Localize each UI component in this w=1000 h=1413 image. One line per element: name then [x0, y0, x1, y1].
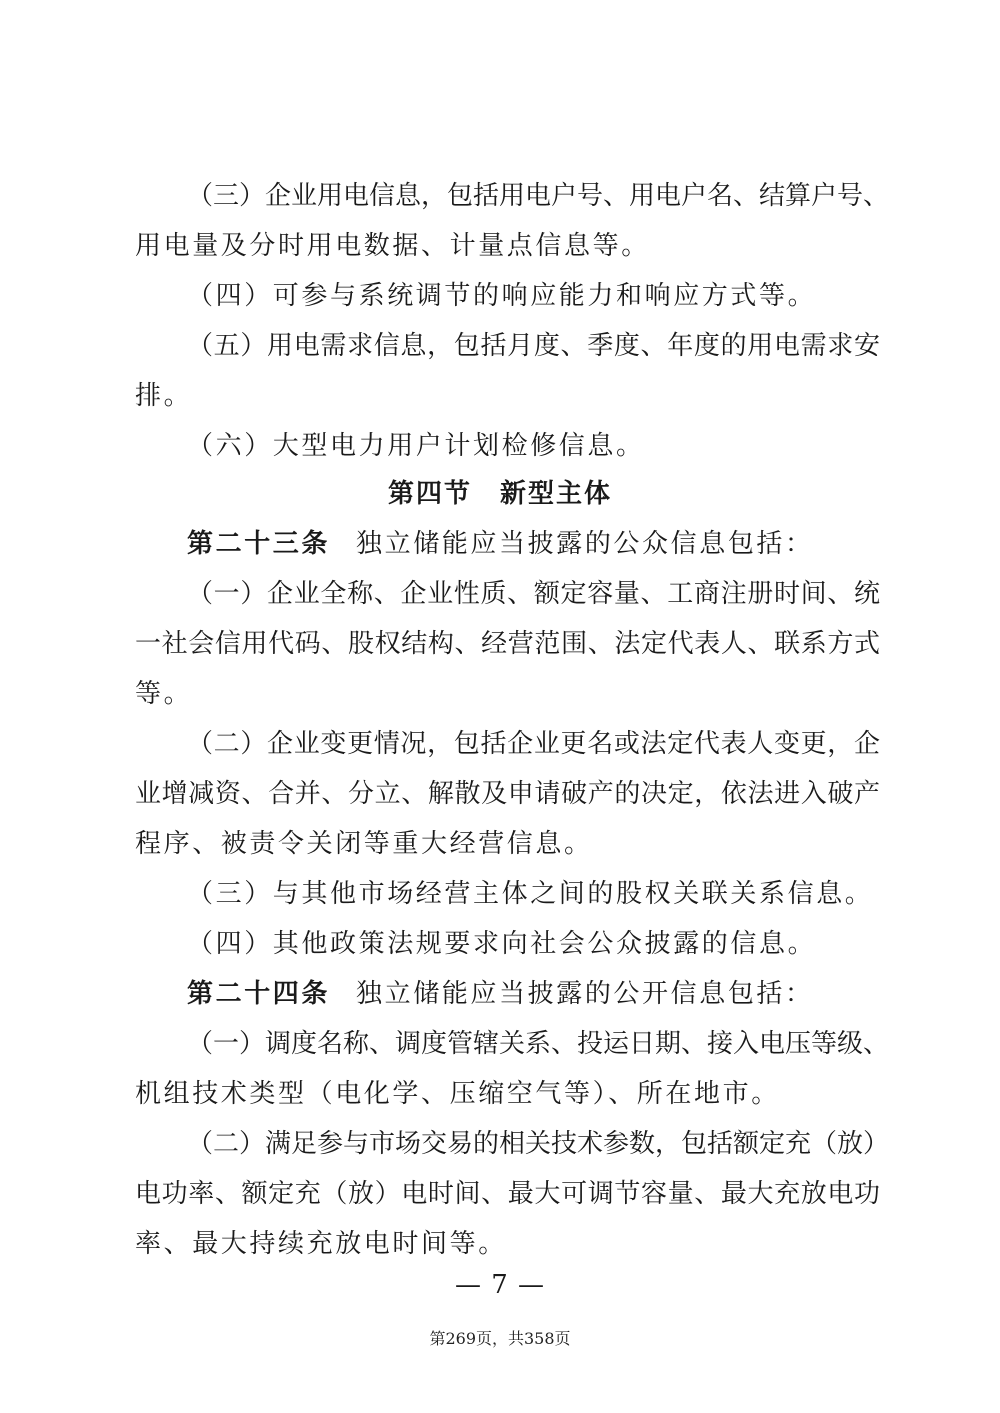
paragraph-line: （三）企业用电信息，包括用电户号、用电户名、结算户号、: [187, 181, 890, 211]
paragraph-line: （二）企业变更情况，包括企业更名或法定代表人变更，企: [187, 729, 880, 759]
paragraph-line: （三）与其他市场经营主体之间的股权关联关系信息。: [187, 879, 874, 909]
section-label: 第四节: [387, 479, 472, 509]
paragraph-line: 率、最大持续充放电时间等。: [135, 1229, 507, 1259]
paragraph-line: （一）调度名称、调度管辖关系、投运日期、接入电压等级、: [187, 1029, 890, 1059]
article-23: [187, 527, 880, 561]
paragraph-line: 等。: [135, 679, 193, 709]
section-heading: [0, 477, 1000, 511]
article-text: 独立储能应当披露的公开信息包括：: [356, 979, 814, 1009]
paragraph-line: 程序、被责令关闭等重大经营信息。: [135, 829, 593, 859]
paragraph-line: 排。: [135, 381, 193, 411]
paragraph-line: （二）满足参与市场交易的相关技术参数，包括额定充（放）: [187, 1129, 890, 1159]
paragraph-line: （六）大型电力用户计划检修信息。: [187, 431, 645, 461]
article-number: 第二十三条: [187, 529, 331, 559]
paragraph-line: 业增减资、合并、分立、解散及申请破产的决定，依法进入破产: [135, 779, 880, 809]
paragraph-line: （一）企业全称、企业性质、额定容量、工商注册时间、统: [187, 579, 880, 609]
page-footer: 第269页，共358页: [429, 1329, 571, 1348]
paragraph-line: （四）其他政策法规要求向社会公众披露的信息。: [187, 929, 817, 959]
paragraph-line: （五）用电需求信息，包括月度、季度、年度的用电需求安: [187, 331, 880, 361]
paragraph-line: （四）可参与系统调节的响应能力和响应方式等。: [187, 281, 817, 311]
paragraph-line: 用电量及分时用电数据、计量点信息等。: [135, 231, 650, 261]
paragraph-line: 机组技术类型（电化学、压缩空气等）、所在地市。: [135, 1079, 780, 1109]
paragraph-line: 一社会信用代码、股权结构、经营范围、法定代表人、联系方式: [135, 629, 880, 659]
article-text: 独立储能应当披露的公众信息包括：: [356, 529, 814, 559]
paragraph-line: 电功率、额定充（放）电时间、最大可调节容量、最大充放电功: [135, 1179, 880, 1209]
article-number: 第二十四条: [187, 979, 331, 1009]
article-24: [187, 977, 880, 1011]
page-number: — 7 —: [454, 1270, 546, 1300]
section-name: 新型主体: [500, 479, 613, 509]
